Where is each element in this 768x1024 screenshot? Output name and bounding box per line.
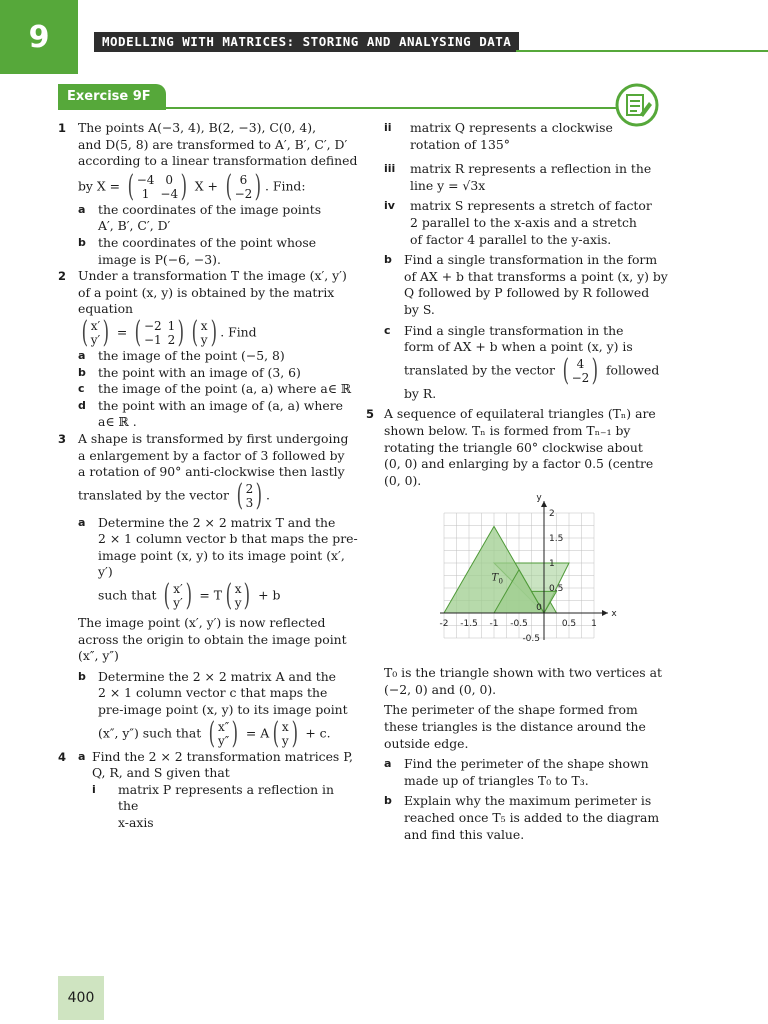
- subpart-i: i matrix P represents a reflection in the x-axis: [92, 781, 334, 830]
- y-tick-label: -0.5: [522, 634, 540, 645]
- page-number: 400: [58, 976, 104, 1020]
- x-tick-label: 1: [591, 619, 597, 630]
- question-number: 1: [58, 121, 67, 135]
- question-2: 2 Under a transformation T the image (x′, y′) of a point (x, y) is obtained by the matrix equation ( x′ y′ ) = ( −2 1 −1 2 ) ( x y ) . Find a the image of the point (−5, 8) b the point with an image of (3, 6) c the image of the point (a, a) where a∈ ℝ d the point with an image of (a, a) where a∈ ℝ .: [58, 268, 358, 431]
- y-tick-label: 0.5: [549, 584, 564, 595]
- equation-line: [78, 168, 358, 204]
- x-tick-label: -0.5: [510, 619, 528, 630]
- y-tick-label: 1.5: [549, 534, 564, 545]
- y-tick-label: 2: [549, 509, 555, 520]
- exercise-label: Exercise 9F: [58, 84, 166, 110]
- equation-line: ( x′ y′ ) = ( −2 1 −1 2 ) ( x y ) . Find: [78, 318, 358, 348]
- vector: ( x y ): [191, 314, 217, 350]
- x-tick-label: -1.5: [460, 619, 478, 630]
- x-axis-label: x: [611, 609, 617, 620]
- question-3: 3 A shape is transformed by first undergoing a enlargement by a factor of 3 followed by a rotation of 90° anti-clockwise then lastly translated by the vector ( 2 3 ) . a Determine the 2 × 2 matrix T and the 2 × 1 column vector b that maps the pre- image point (x, y) to its image point (x′, y′) such that ( x′ y′ ) = T ( x y ) + b The image point (x′, y′) is now reflected across the origin to obtain the image point (x″, y″) b Determine the 2 × 2 matrix A and the 2 × 1 column vector c that maps the pre-image point (x, y) to its image point (x″, y″) such that ( x″ y″ ) = A ( x y ) + c.: [58, 430, 358, 751]
- subpart-iv: iv matrix S represents a stretch of factor 2 parallel to the x-axis and a stretch of factor 4 parallel to the y-axis.: [384, 198, 652, 247]
- part-b: b Determine the 2 × 2 matrix A and the 2 × 1 column vector c that maps the pre-image point (x, y) to its image point (x″, y″) such that ( x″ y″ ) = A ( x y ) + c.: [78, 669, 358, 749]
- part-d: d the point with an image of (a, a) where a∈ ℝ .: [78, 397, 343, 430]
- vector: ( 2 3 ): [236, 477, 263, 513]
- triangle-label: T: [491, 572, 499, 584]
- text-line: and D(5, 8) are transformed to A′, B′, C′, D′: [78, 136, 348, 152]
- part-a: a Find the perimeter of the shape shown made up of triangles T₀ to T₃.: [384, 756, 649, 788]
- y-axis-label: y: [536, 493, 542, 504]
- x-tick-label: 0.5: [561, 619, 577, 630]
- triangle-label-subscript: 0: [498, 577, 503, 586]
- equation-line: (x″, y″) such that ( x″ y″ ) = A ( x y ) + c.: [98, 715, 331, 751]
- part-a: a the image of the point (−5, 8): [78, 347, 285, 363]
- x-tick-label: -1: [489, 619, 499, 630]
- equation-line: such that ( x′ y′ ) = T ( x y ) + b: [98, 578, 281, 614]
- part-a: a Determine the 2 × 2 matrix T and the 2 × 1 column vector b that maps the pre- image point (x, y) to its image point (x′, y′) such that ( x′ y′ ) = T ( x y ) + b: [78, 514, 358, 614]
- y-tick-label: 1: [549, 559, 555, 570]
- chapter-title: MODELLING WITH MATRICES: STORING AND ANALYSING DATA: [94, 32, 519, 52]
- q5-after: T₀ is the triangle shown with two vertices at (−2, 0) and (0, 0). The perimeter of the shape formed from these triangles is the distance around the outside edge. a Find the perimeter of the shape shown made up of triangles T₀ to T₃. b Explain why the maximum perimeter is reached once T₅ is added to the diagram and find this value.: [384, 665, 674, 843]
- question-5: 5 A sequence of equilateral triangles (Tₙ) are shown below. Tₙ is formed from Tₙ₋₁ by rotating the triangle 60° clockwise about (0, 0) and enlarging by a factor 0.5 (centre (0, 0).: [366, 406, 656, 488]
- left-column: [58, 120, 358, 832]
- exercise-rule: [166, 107, 626, 109]
- part-c: c Find a single transformation in the form of AX + b when a point (x, y) is translated by the vector ( 4 −2 ) followed by R.: [384, 323, 674, 403]
- equation-line: translated by the vector ( 4 −2 ) followed: [404, 352, 660, 388]
- chapter-number: 9: [0, 0, 78, 74]
- part-b: b the point with an image of (3, 6): [78, 364, 301, 380]
- part-b: b Explain why the maximum perimeter is reached once T₅ is added to the diagram and find this value.: [384, 793, 660, 842]
- matrix: ( −2 1 −1 2 ): [134, 314, 185, 350]
- right-column: [366, 120, 674, 843]
- subpart-ii: ii matrix Q represents a clockwise rotation of 135°: [384, 120, 613, 152]
- equation-line: translated by the vector ( 2 3 ) .: [78, 477, 270, 513]
- matrix: ( −4 0 1 −4 ): [127, 168, 188, 204]
- x-axis-arrow: [602, 610, 608, 616]
- part-a: a the coordinates of the image points A′, B′, C′, D′: [78, 201, 322, 234]
- text-line: according to a linear transformation defined: [78, 153, 358, 169]
- question-4: 4 a Find the 2 × 2 transformation matrices P, Q, R, and S given that i matrix P represents a reflection in the x-axis: [58, 749, 358, 832]
- chapter-rule: [516, 50, 768, 52]
- x-tick-label: 0: [536, 603, 542, 614]
- part-a: a Find the 2 × 2 transformation matrices P, Q, R, and S given that i matrix P represents a reflection in the x-axis: [78, 749, 358, 832]
- text-fragment: X +: [194, 178, 218, 194]
- question-1: [58, 120, 358, 268]
- part-c: c the image of the point (a, a) where a∈ ℝ: [78, 381, 352, 397]
- part-b: b the coordinates of the point whose image is P(−6, −3).: [78, 234, 317, 267]
- subpart-iii: iii matrix R represents a reflection in the line y = √3x: [384, 161, 652, 193]
- part-b: b Find a single transformation in the form of AX + b that transforms a point (x, y) by Q followed by P followed by R followed by S.: [384, 252, 668, 317]
- vector: ( x′ y′ ): [81, 314, 110, 350]
- text-fragment: by X =: [78, 178, 121, 194]
- text-line: The points A(−3, 4), B(2, −3), C(0, 4),: [78, 120, 317, 135]
- triangle-chart: [414, 493, 634, 663]
- y-axis-arrow: [541, 501, 547, 507]
- text-fragment: . Find:: [265, 178, 306, 194]
- vector: ( 6 −2 ): [225, 168, 262, 204]
- x-tick-label: -2: [439, 619, 449, 630]
